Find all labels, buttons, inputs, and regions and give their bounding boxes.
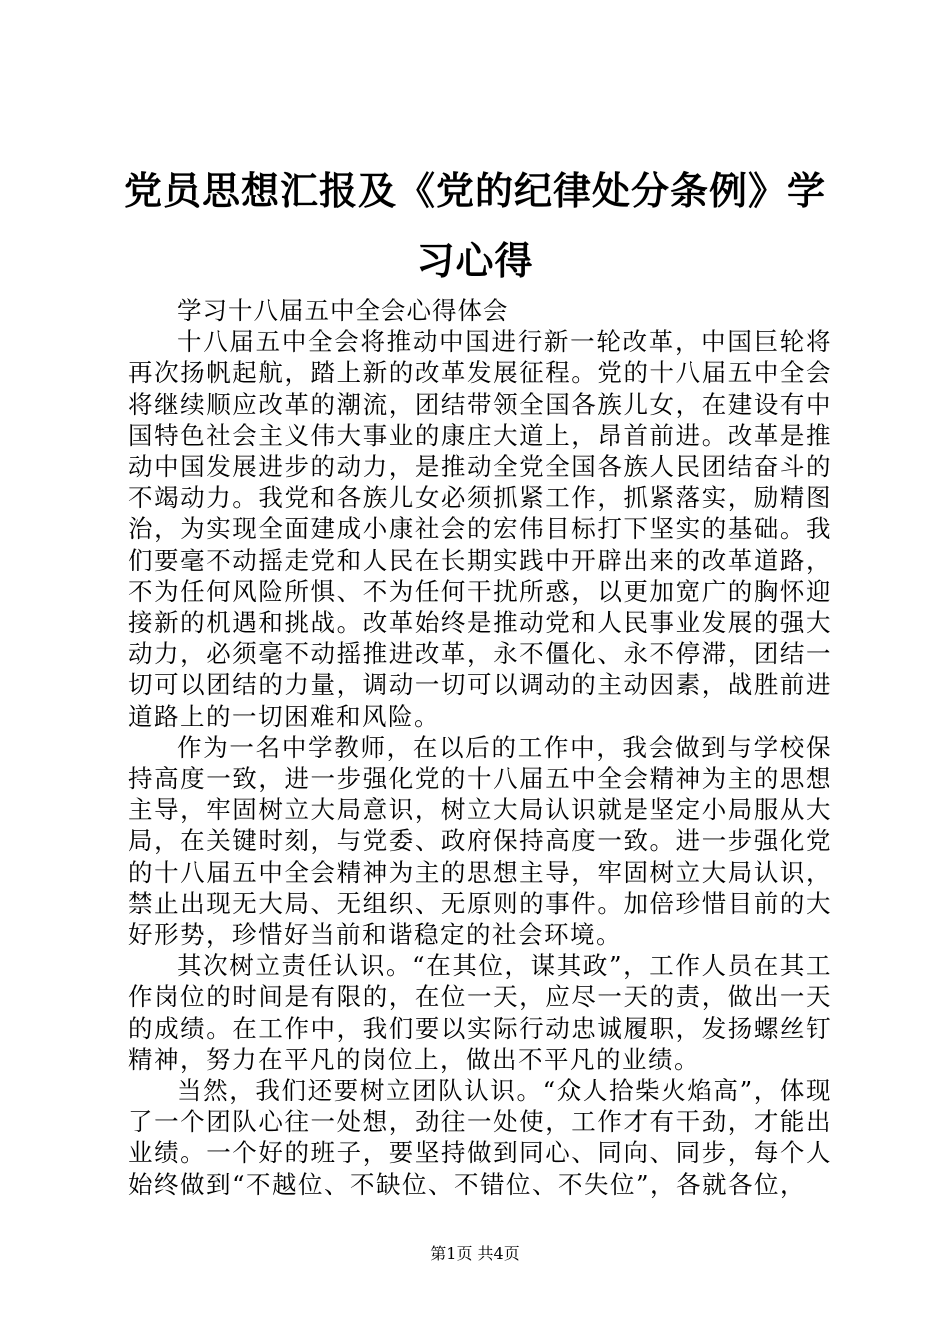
document-title: 党员思想汇报及《党的纪律处分条例》学习心得 (123, 169, 826, 283)
paragraph: 其次树立责任认识。“在其位，谋其政”，工作人员在其工作岗位的时间是有限的，在位一天，应尽一天的责，做出一天的成绩。在工作中，我们要以实际行动忠诚履职，发扬螺丝钉精神，努力在平凡的岗位上，做出不平凡的业绩。 (128, 951, 832, 1074)
page-number: 第1页 共4页 (430, 1244, 520, 1263)
paragraph: 十八届五中全会将推动中国进行新一轮改革，中国巨轮将再次扬帆起航，踏上新的改革发展征程。党的十八届五中全会将继续顺应改革的潮流，团结带领全国各族儿女，在建设有中国特色社会主义伟大事业的康庄大道上，昂首前进。改革是推动中国发展进步的动力，是推动全党全国各族人民团结奋斗的不竭动力。我党和各族儿女必须抓紧工作，抓紧落实，励精图治，为实现全面建成小康社会的宏伟目标打下坚实的基础。我们要毫不动摇走党和人民在长期实践中开辟出来的改革道路，不为任何风险所惧、不为任何干扰所惑，以更加宽广的胸怀迎接新的机遇和挑战。改革始终是推动党和人民事业发展的强大动力，必须毫不动摇推进改革，永不僵化、永不停滞，团结一切可以团结的力量，调动一切可以调动的主动因素，战胜前进道路上的一切困难和风险。 (128, 327, 832, 731)
paragraph: 作为一名中学教师，在以后的工作中，我会做到与学校保持高度一致，进一步强化党的十八届五中全会精神为主的思想主导，牢固树立大局意识，树立大局认识就是坚定小局服从大局，在关键时刻，与党委、政府保持高度一致。进一步强化党的十八届五中全会精神为主的思想主导，牢固树立大局认识，禁止出现无大局、无组织、无原则的事件。加倍珍惜目前的大好形势，珍惜好当前和谐稳定的社会环境。 (128, 732, 832, 950)
document-subtitle: 学习十八届五中全会心得体会 (177, 296, 509, 325)
paragraph: 当然，我们还要树立团队认识。“众人拾柴火焰高”，体现了一个团队心往一处想，劲往一处使，工作才有干劲，才能出业绩。一个好的班子，要坚持做到同心、同向、同步，每个人始终做到“不越位、不缺位、不错位、不失位”，各就各位， (128, 1076, 832, 1199)
document-body (128, 295, 832, 1200)
